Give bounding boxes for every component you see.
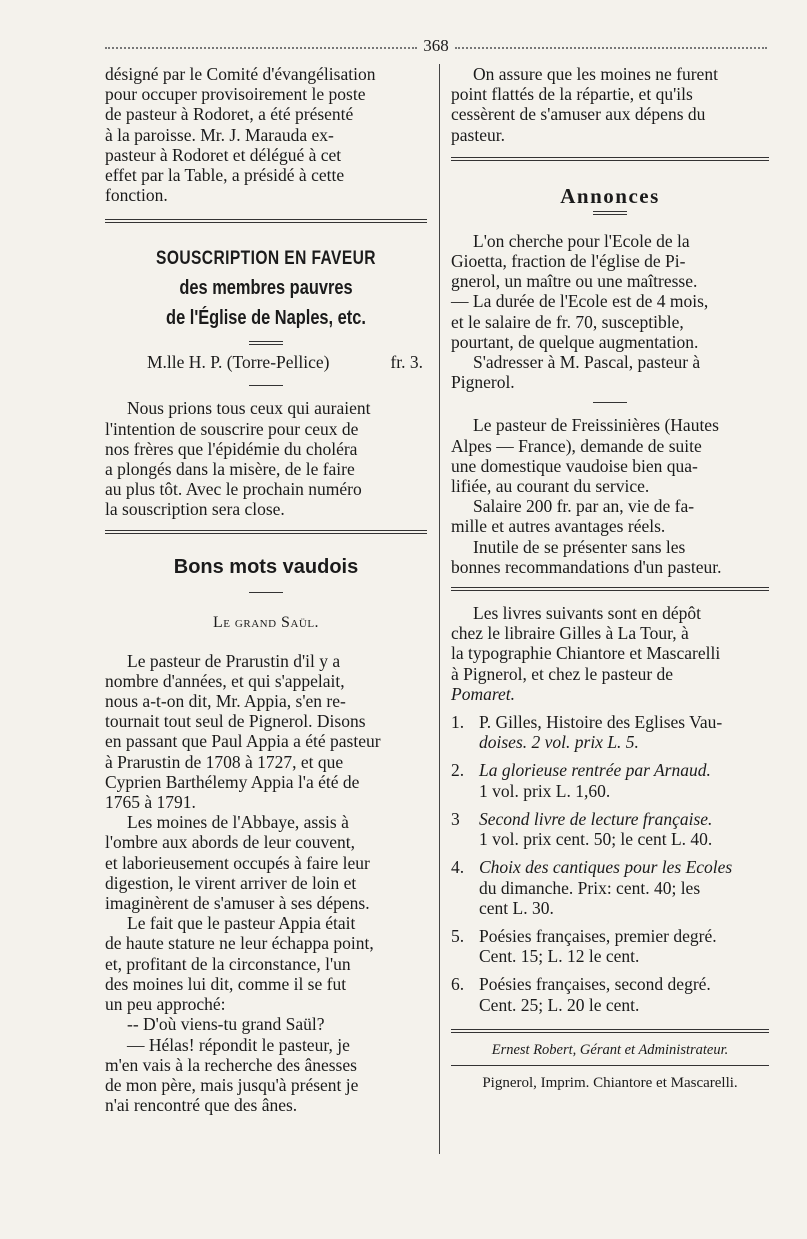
text-line: 1765 à 1791.	[105, 792, 196, 813]
book-line: Poésies françaises, premier degré.	[479, 925, 717, 946]
text-line: Les livres suivants sont en dépôt	[473, 603, 701, 624]
text-line: à Pignerol, et chez le pasteur de	[451, 663, 674, 684]
text-line: Le pasteur de Prarustin d'il y a	[127, 650, 341, 671]
book-item	[451, 857, 769, 918]
text-line: une domestique vaudoise bien qua-	[451, 455, 698, 476]
text-line: m'en vais à la recherche des ânesses	[105, 1054, 357, 1075]
book-line: doises. 2 vol. prix L. 5.	[479, 732, 639, 753]
text-line: Gioetta, fraction de l'église de Pi-	[451, 251, 686, 272]
text-line: de mon père, mais jusqu'à présent je	[105, 1074, 359, 1095]
text-line: — Hélas! répondit le pasteur, je	[127, 1034, 350, 1055]
ad-livres	[451, 603, 769, 704]
souscription-notice	[105, 398, 427, 519]
text-line: n'ai rencontré que des ânes.	[105, 1095, 298, 1116]
text-line: la souscription sera close.	[105, 499, 285, 520]
souscription-subtitle-2: de l'Église de Naples, etc.	[166, 307, 366, 330]
story-continuation	[451, 64, 769, 145]
text-line: bonnes recommandations d'un pasteur.	[451, 556, 722, 577]
book-line: 1 vol. prix cent. 50; le cent L. 40.	[479, 829, 713, 850]
intro-paragraph	[105, 64, 427, 205]
text-line: un peu approché:	[105, 994, 226, 1015]
souscription-title: SOUSCRIPTION EN FAVEUR	[156, 248, 376, 270]
book-list	[451, 712, 769, 1015]
text-line: et, profitant de la circonstance, l'un	[105, 953, 351, 974]
text-line: fonction.	[105, 185, 168, 206]
text-line: de haute stature ne leur échappa point,	[105, 933, 374, 954]
book-text	[479, 974, 769, 1014]
text-line: à Prarustin de 1708 à 1727, et que	[105, 751, 344, 772]
text-line: nombre d'années, et qui s'appelait,	[105, 670, 345, 691]
book-item	[451, 926, 769, 966]
donation-line	[105, 351, 427, 373]
text-line: tournait tout seul de Pignerol. Disons	[105, 711, 366, 732]
text-line: et laborieusement occupés à faire leur	[105, 852, 370, 873]
text-line: des moines lui dit, comme il se fut	[105, 973, 347, 994]
header-dotted-rule-left	[105, 47, 417, 49]
bons-mots-title: Bons mots vaudois	[173, 555, 359, 578]
text-line: Les moines de l'Abbaye, assis à	[127, 812, 349, 833]
text-line: Salaire 200 fr. par an, vie de fa-	[473, 496, 695, 517]
text-line: Nous prions tous ceux qui auraient	[127, 398, 371, 419]
ad-domestique	[451, 415, 769, 577]
donation-amount: fr. 3.	[390, 352, 423, 373]
text-line: imaginèrent de s'amuser à ses dépens.	[105, 893, 370, 914]
text-line: -- D'où viens-tu grand Saül?	[127, 1014, 325, 1035]
text-line: Cyprien Barthélemy Appia l'a été de	[105, 771, 360, 792]
text-line: gnerol, un maître ou une maîtresse.	[451, 271, 698, 292]
text-line: Pomaret.	[451, 683, 515, 704]
page-header	[105, 36, 767, 56]
text-line: la typographie Chiantore et Mascarelli	[451, 643, 721, 664]
text-line: L'on cherche pour l'Ecole de la	[473, 230, 690, 251]
book-line: du dimanche. Prix: cent. 40; les	[479, 877, 701, 898]
book-line: cent L. 30.	[479, 897, 554, 918]
book-number: 5.	[451, 925, 465, 946]
text-line: de pasteur à Rodoret, a été présenté	[105, 104, 354, 125]
story-text	[105, 651, 427, 1116]
book-line: 1 vol. prix L. 1,60.	[479, 780, 611, 801]
book-line: P. Gilles, Histoire des Eglises Vau-	[479, 712, 723, 733]
donor-name: M.lle H. P. (Torre-Pellice)	[147, 352, 330, 373]
book-item	[451, 809, 769, 849]
page-number: 368	[423, 36, 449, 55]
text-line: pourtant, de quelque augmentation.	[451, 331, 699, 352]
text-line: lifiée, au courant du service.	[451, 476, 650, 497]
book-text	[479, 857, 769, 918]
text-line: Le fait que le pasteur Appia était	[127, 913, 356, 934]
book-number: 6.	[451, 974, 465, 995]
book-text	[479, 760, 769, 800]
text-line: au plus tôt. Avec le prochain numéro	[105, 479, 362, 500]
book-text	[479, 926, 769, 966]
text-line: On assure que les moines ne furent	[473, 64, 718, 84]
text-line: point flattés de la répartie, et qu'ils	[451, 84, 693, 105]
text-line: en passant que Paul Appia a été pasteur	[105, 731, 381, 752]
book-line: La glorieuse rentrée par Arnaud.	[479, 760, 711, 781]
text-line: — La durée de l'Ecole est de 4 mois,	[451, 291, 709, 312]
book-line: Second livre de lecture française.	[479, 808, 713, 829]
book-item	[451, 712, 769, 752]
book-line: Cent. 25; L. 20 le cent.	[479, 994, 640, 1015]
text-line: nos frères que l'épidémie du choléra	[105, 438, 358, 459]
book-item	[451, 760, 769, 800]
text-line: S'adresser à M. Pascal, pasteur à	[473, 352, 701, 373]
column-divider	[439, 64, 440, 1154]
text-line: à la paroisse. Mr. J. Marauda ex-	[105, 124, 334, 145]
book-line: Choix des cantiques pour les Ecoles	[479, 857, 733, 878]
text-line: et le salaire de fr. 70, susceptible,	[451, 311, 684, 332]
book-item	[451, 974, 769, 1014]
right-column	[451, 64, 769, 1092]
text-line: effet par la Table, a présidé à cette	[105, 165, 345, 186]
text-line: chez le libraire Gilles à La Tour, à	[451, 623, 689, 644]
gerant-signature: Ernest Robert, Gérant et Administrateur.	[491, 1041, 729, 1058]
book-line: Cent. 15; L. 12 le cent.	[479, 946, 640, 967]
book-number: 3	[451, 808, 460, 829]
souscription-subtitle-1: des membres pauvres	[179, 277, 353, 300]
text-line: Pignerol.	[451, 372, 515, 393]
text-line: cessèrent de s'amuser aux dépens du	[451, 104, 706, 125]
text-line: l'ombre aux abords de leur couvent,	[105, 832, 356, 853]
text-line: Inutile de se présenter sans les	[473, 536, 686, 557]
text-line: nous a-t-on dit, Mr. Appia, s'en re-	[105, 691, 346, 712]
book-number: 4.	[451, 857, 465, 878]
book-number: 2.	[451, 760, 465, 781]
text-line: désigné par le Comité d'évangélisation	[105, 64, 376, 84]
annonces-title: Annonces	[560, 183, 660, 208]
header-dotted-rule-right	[455, 47, 767, 49]
left-column	[105, 64, 427, 1115]
imprint-line: Pignerol, Imprim. Chiantore et Mascarelli.	[482, 1074, 738, 1091]
text-line: l'intention de souscrire pour ceux de	[105, 418, 359, 439]
text-line: Alpes — France), demande de suite	[451, 435, 702, 456]
text-line: pour occuper provisoirement le poste	[105, 84, 366, 105]
book-text	[479, 809, 769, 849]
text-line: digestion, le virent arriver de loin et	[105, 872, 357, 893]
book-text	[479, 712, 769, 752]
text-line: mille et autres avantages réels.	[451, 516, 666, 537]
story-title: Le grand Saül.	[212, 613, 320, 631]
book-number: 1.	[451, 712, 465, 733]
book-line: Poésies françaises, second degré.	[479, 974, 711, 995]
text-line: pasteur à Rodoret et délégué à cet	[105, 144, 342, 165]
ad-ecole-gioetta	[451, 231, 769, 393]
text-line: a plongés dans la misère, de le faire	[105, 459, 355, 480]
text-line: pasteur.	[451, 124, 505, 145]
text-line: Le pasteur de Freissinières (Hautes	[473, 415, 719, 436]
